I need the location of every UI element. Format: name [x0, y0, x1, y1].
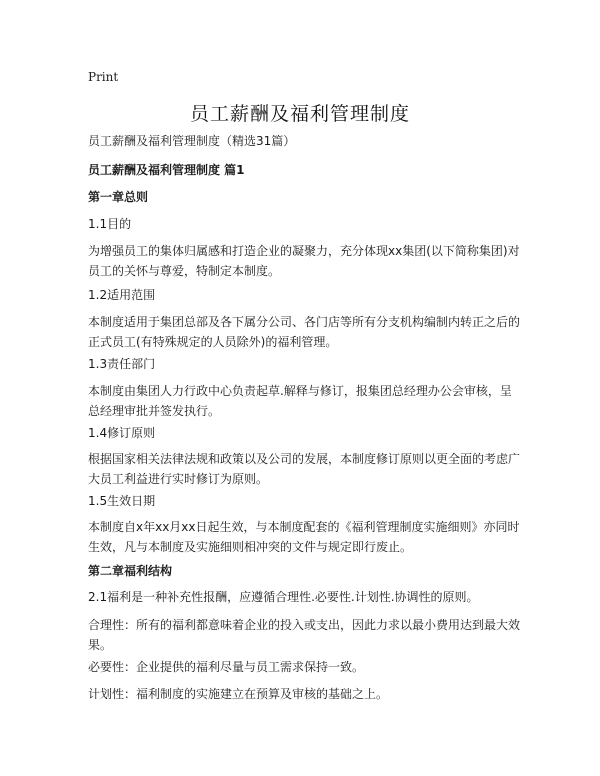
rationality-text: 合理性：所有的福利都意味着企业的投入或支出，因此力求以最小费用达到最大效果。 — [88, 618, 521, 652]
section-1-5-text: 本制度自x年xx月xx日起生效，与本制度配套的《福利管理制度实施细则》亦同时生效，凡与本制度及实施细则相冲突的文件与规定即行废止。 — [88, 520, 520, 554]
section-1-3-text: 本制度由集团人力行政中心负责起草.解释与修订，报集团总经理办公会审核，呈总经理审批并签发执行。 — [88, 384, 512, 418]
section-1-1-heading: 1.1目的 — [88, 217, 132, 231]
section-1-2-text: 本制度适用于集团总部及各下属分公司、各门店等所有分支机构编制内转正之后的正式员工(有特殊规定的人员除外)的福利管理。 — [88, 315, 521, 349]
necessity-text: 必要性：企业提供的福利尽量与员工需求保持一致。 — [88, 660, 365, 674]
section-title: 员工薪酬及福利管理制度 篇1 — [88, 163, 245, 177]
section-1-4-text: 根据国家相关法律法规和政策以及公司的发展，本制度修订原则以更全面的考虑广大员工利益进行实时修订为原则。 — [88, 452, 521, 486]
section-1-4-heading: 1.4修订原则 — [88, 426, 156, 440]
planning-text: 计划性：福利制度的实施建立在预算及审核的基础之上。 — [88, 687, 389, 701]
section-1-1-text: 为增强员工的集体归属感和打造企业的凝聚力，充分体现xx集团(以下简称集团)对员工的关怀与尊爱，特制定本制度。 — [88, 244, 520, 278]
section-1-3-heading: 1.3责任部门 — [88, 357, 156, 371]
section-1-2-heading: 1.2适用范围 — [88, 288, 156, 302]
page-title: 员工薪酬及福利管理制度 — [189, 103, 410, 125]
print-label: Print — [88, 70, 119, 84]
chapter2-heading: 第二章福利结构 — [88, 564, 173, 578]
section-1-5-heading: 1.5生效日期 — [88, 494, 156, 508]
section-2-1-text: 2.1福利是一种补充性报酬，应遵循合理性.必要性.计划性.协调性的原则。 — [88, 590, 479, 604]
document-subtitle: 员工薪酬及福利管理制度（精选31篇） — [88, 134, 296, 148]
chapter1-heading: 第一章总则 — [88, 190, 149, 204]
